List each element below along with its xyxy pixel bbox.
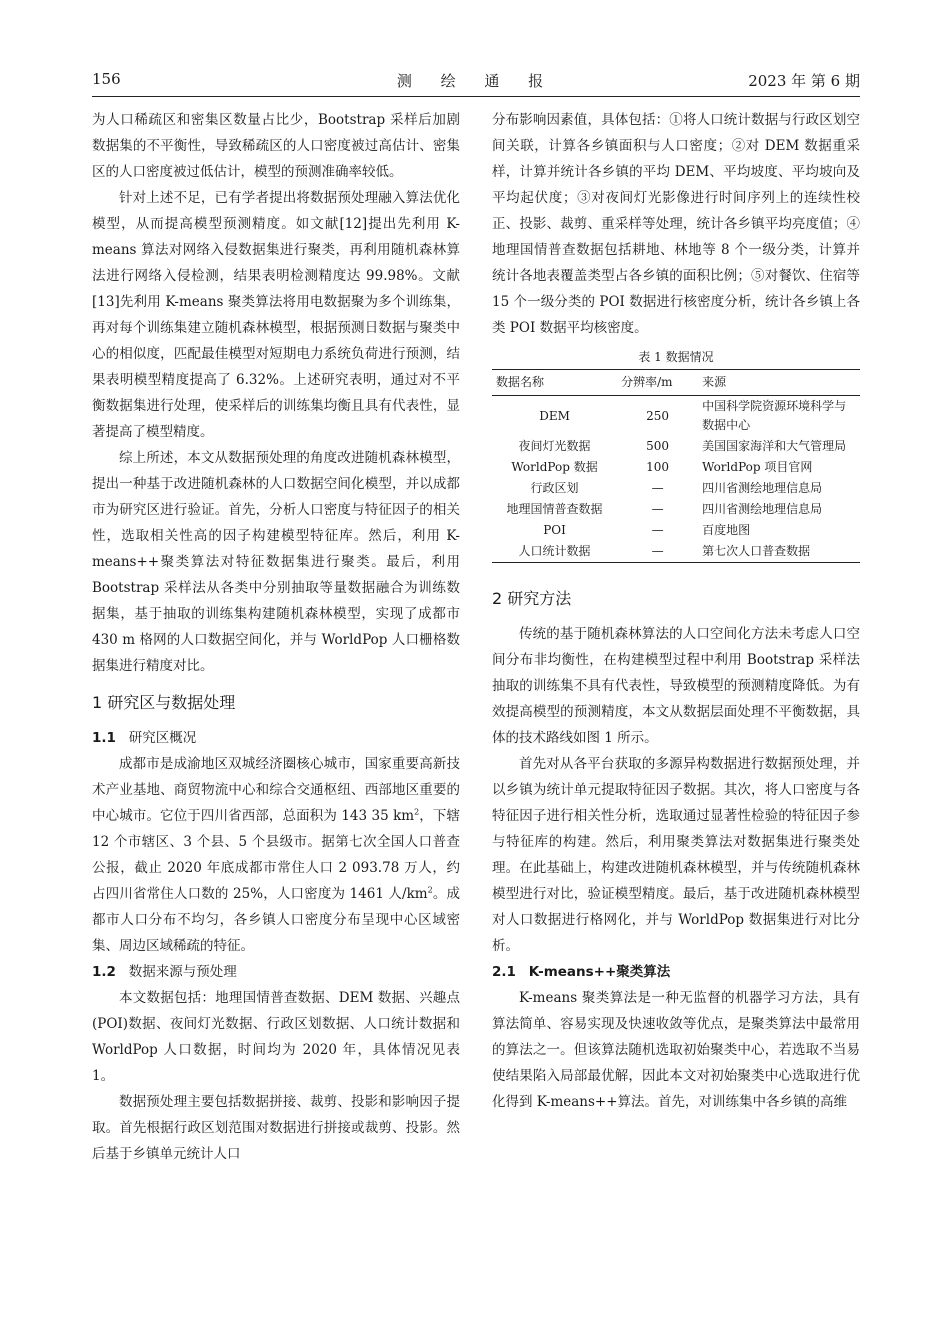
data-table (492, 369, 860, 563)
subsection-heading-2-1 (492, 959, 860, 985)
subsection-title: 研究区概况 (128, 730, 197, 746)
paragraph-study-area (92, 751, 460, 959)
paragraph: 本文数据包括：地理国情普查数据、DEM 数据、兴趣点(POI)数据、夜间灯光数据、行政区划数据、人口统计数据和 WorldPop 人口数据，时间均为 2020 年，具体情况见表 1。 (92, 990, 460, 1084)
table-cell: 地理国情普查数据 (506, 502, 603, 516)
table-cell: — (617, 541, 698, 563)
header-rule (92, 96, 860, 97)
table-cell: 第七次人口普查数据 (698, 541, 860, 563)
table-cell: 夜间灯光数据 (518, 439, 591, 453)
paragraph: 传统的基于随机森林算法的人口空间化方法未考虑人口空间分布非均衡性，在构建模型过程中利用 Bootstrap 采样法抽取的训练集不具有代表性，导致模型的预测精度降低。为有效提高模型的预测精度，本文从数据层面处理不平衡数据，具体的技术路线如图 1 所示。 (492, 626, 860, 746)
table-row (492, 396, 860, 437)
table-cell: 四川省测绘地理信息局 (702, 502, 823, 516)
subsection-title: K-means++聚类算法 (528, 964, 671, 980)
superscript: 2 (427, 885, 433, 895)
paragraph: K-means 聚类算法是一种无监督的机器学习方法，具有算法简单、容易实现及快速收敛等优点，是聚类算法中最常用的算法之一。但该算法随机选取初始聚类中心，若选取不当易使结果陷入局部最优解，因此本文对初始聚类中心选取进行优化得到 K-means++算法。首先，对训练集中各乡镇的高维 (492, 990, 860, 1110)
table-header-row (492, 370, 860, 396)
journal-name: 测 绘 通 报 (396, 72, 556, 90)
page-header (92, 64, 860, 94)
paragraph: 针对上述不足，已有学者提出将数据预处理融入算法优化模型，从而提高模型预测精度。如文献[12]提出先利用 K-means 算法对网络入侵数据集进行聚类，再利用随机森林算法进行网络入侵检测，结果表明检测精度达 99.98%。文献[13]先利用 K-means 聚类算法将用电数据聚为多个训练集，再对每个训练集建立随机森林模型，根据预测日数据与聚类中心的相似度，匹配最佳模型对短期电力系统负荷进行预测，结果表明模型精度提高了 6.32%。上述研究表明，通过对不平衡数据集进行处理，使采样后的训练集均衡且具有代表性，显著提高了模型精度。 (92, 190, 460, 440)
left-column (92, 107, 460, 1167)
table-caption: 表 1 数据情况 (638, 350, 714, 364)
table-row (492, 520, 860, 541)
paragraph: 为人口稀疏区和密集区数量占比少，Bootstrap 采样后加剧数据集的不平衡性，导致稀疏区的人口密度被过高估计、密集区的人口密度被过低估计，模型的预测准确率较低。 (92, 112, 460, 180)
paragraph: 分布影响因素值，具体包括：①将人口统计数据与行政区划空间关联，计算各乡镇面积与人口密度；②对 DEM 数据重采样，计算并统计各乡镇的平均 DEM、平均坡度、平均坡向及平均起伏度；③对夜间灯光影像进行时间序列上的连续性校正、投影、裁剪、重采样等处理，统计各乡镇平均亮度值；④地理国情普查数据包括耕地、林地等 8 个一级分类，计算并统计各地表覆盖类型占各乡镇的面积比例；⑤对餐饮、住宿等 15 个一级分类的 POI 数据进行核密度分析，统计各乡镇上各类 POI 数据平均核密度。 (492, 112, 860, 336)
table-row (492, 457, 860, 478)
table-cell: 行政区划 (530, 481, 579, 495)
table-cell: 250 (646, 408, 670, 423)
table-header-cell: 来源 (698, 370, 860, 396)
table-cell: WorldPop 数据 (511, 460, 598, 474)
right-column (492, 107, 860, 1115)
table-cell: DEM (539, 408, 570, 423)
table-row (492, 541, 860, 563)
table-cell: 人口统计数据 (492, 541, 617, 563)
table-cell: 美国国家海洋和大气管理局 (702, 439, 847, 453)
table-cell: 中国科学院资源环境科学与数据中心 (702, 399, 847, 432)
text-run: 成都市是成渝地区双城经济圈核心城市，国家重要高新技术产业基地、商贸物流中心和综合交通枢纽、西部地区重要的中心城市。它位于四川省西部，总面积为 143 35 km (92, 756, 460, 824)
subsection-heading-1-2 (92, 959, 460, 985)
table-cell: 百度地图 (702, 523, 751, 537)
paragraph: 数据预处理主要包括数据拼接、裁剪、投影和影响因子提取。首先根据行政区划范围对数据进行拼接或裁剪、投影。然后基于乡镇单元统计人口 (92, 1094, 460, 1162)
paragraph: 首先对从各平台获取的多源异构数据进行数据预处理，并以乡镇为统计单元提取特征因子数据。其次，将人口密度与各特征因子进行相关性分析，选取通过显著性检验的特征因子参与特征库的构建。然后，利用聚类算法对数据集进行聚类处理。在此基础上，构建改进随机森林模型，并与传统随机森林模型进行对比，验证模型精度。最后，基于改进随机森林模型对人口数据进行格网化，并与 WorldPop 数据集进行对比分析。 (492, 756, 860, 954)
page-number: 156 (92, 70, 121, 88)
subsection-number: 1.1 (92, 730, 116, 746)
section-heading-1: 1 研究区与数据处理 (92, 693, 236, 712)
section-heading-2: 2 研究方法 (492, 589, 572, 608)
table-cell: POI (543, 523, 566, 537)
text-run: 。成都市人口分布不均匀，各乡镇人口密度分布呈现中心区域密集、周边区域稀疏的特征。 (92, 886, 461, 954)
subsection-number: 1.2 (92, 964, 116, 980)
table-row (492, 436, 860, 457)
issue-label: 2023 年 第 6 期 (748, 72, 860, 90)
table-cell: — (651, 502, 664, 516)
table-cell: 500 (646, 439, 670, 453)
table-header-cell: 数据名称 (492, 370, 617, 396)
table-cell: — (651, 481, 664, 495)
subsection-number: 2.1 (492, 964, 516, 980)
subsection-title: 数据来源与预处理 (128, 964, 237, 980)
paragraph: 综上所述，本文从数据预处理的角度改进随机森林模型，提出一种基于改进随机森林的人口数据空间化模型，并以成都市为研究区进行验证。首先，分析人口密度与特征因子的相关性，选取相关性高的因子构建模型特征库。然后，利用 K-means++聚类算法对特征数据集进行聚类。最后，利用 Bootstrap 采样法从各类中分别抽取等量数据融合为训练数据集，基于抽取的训练集构建随机森林模型，实现了成都市 430 m 格网的人口数据空间化，并与 WorldPop 人口栅格数据集进行精度对比。 (92, 450, 460, 674)
text-run: ，下辖 12 个市辖区、3 个县、5 个县级市。据第七次全国人口普查公报，截止 2020 年底成都市常住人口 2 093.78 万人，约占四川省常住人口数的 25%，人口密度为 1461 人/km (92, 808, 460, 902)
table-cell: 100 (646, 460, 670, 474)
table-row (492, 499, 860, 520)
table-header-cell: 分辨率/m (617, 370, 698, 396)
superscript: 2 (414, 807, 420, 817)
table-row (492, 478, 860, 499)
table-cell: WorldPop 项目官网 (702, 460, 813, 474)
subsection-heading-1-1 (92, 725, 460, 751)
table-cell: — (651, 523, 664, 537)
table-cell: 四川省测绘地理信息局 (702, 481, 823, 495)
